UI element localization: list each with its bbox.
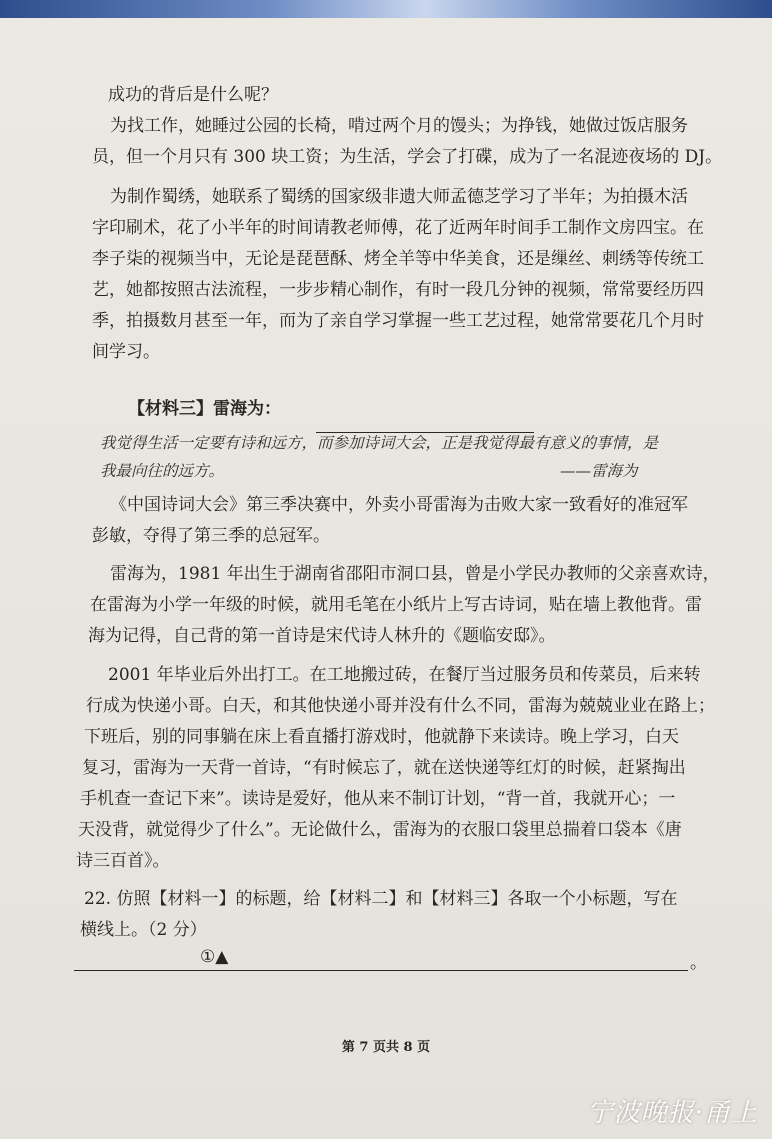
- material2-p1-line: 员，但一个月只有 300 块工资；为生活，学会了打碟，成为了一名混迹夜场的 DJ。: [92, 147, 723, 167]
- material2-p2-line: 艺，她都按照古法流程，一步步精心制作，有时一段几分钟的视频，常常要经历四: [92, 280, 704, 300]
- material3-p3-line: 诗三百首》。: [76, 851, 170, 871]
- material2-p1-line: 为找工作，她睡过公园的长椅，啃过两个月的馒头；为挣钱，她做过饭店服务: [110, 116, 688, 136]
- material3-quote-line: 我最向往的远方。: [100, 462, 225, 480]
- material3-p2-line: 在雷海为小学一年级的时候，就用毛笔在小纸片上写古诗词，贴在墙上教他背。雷: [90, 595, 702, 615]
- material3-p3-line: 下班后，别的同事躺在床上看直播打游戏时，他就静下来读诗。晚上学习，白天: [84, 727, 679, 747]
- watermark-logo: 宁波晚报·甬上: [586, 1098, 758, 1128]
- material3-quote-line: 我觉得生活一定要有诗和远方，而参加诗词大会，正是我觉得最有意义的事情，是: [100, 434, 659, 452]
- material3-p3-line: 手机查一查记下来”。读诗是爱好，他从来不制订计划，“背一首，我就开心；一: [80, 789, 676, 809]
- material3-p2-line: 海为记得，自己背的第一首诗是宋代诗人林升的《题临安邸》。: [88, 626, 556, 646]
- question-22-line: 横线上。（2 分）: [80, 920, 207, 940]
- material3-p3-line: 复习，雷海为一天背一首诗，“有时候忘了，就在送快递等红灯的时候，赶紧掏出: [82, 758, 686, 778]
- material2-p2-line: 间学习。: [92, 342, 160, 362]
- answer-marker: ①▲: [200, 947, 229, 967]
- question-22-line: 22. 仿照【材料一】的标题，给【材料二】和【材料三】各取一个小标题，写在: [84, 889, 678, 909]
- page-number: 第 7 页共 8 页: [341, 1040, 431, 1055]
- material3-p3-line: 行成为快递小哥。白天，和其他快递小哥并没有什么不同，雷海为兢兢业业在路上；: [86, 696, 715, 716]
- material3-p3-line: 2001 年毕业后外出打工。在工地搬过砖，在餐厅当过服务员和传菜员，后来转: [108, 665, 701, 685]
- material3-heading: 【材料三】雷海为：: [128, 399, 281, 419]
- material3-p2-line: 雷海为，1981 年出生于湖南省邵阳市洞口县，曾是小学民办教师的父亲喜欢诗，: [110, 564, 720, 584]
- material3-p1-line: 彭敏，夺得了第三季的总冠军。: [92, 526, 330, 546]
- top-photo-edge: [0, 0, 772, 18]
- material2-p2-line: 字印刷术，花了小半年的时间请教老师傅，花了近两年时间手工制作文房四宝。在: [92, 218, 704, 238]
- material2-p0: 成功的背后是什么呢？: [108, 85, 278, 105]
- material3-quote-author: ——雷海为: [560, 462, 638, 480]
- answer-period: 。: [690, 953, 707, 973]
- material3-p3-line: 天没背，就觉得少了什么”。无论做什么，雷海为的衣服口袋里总揣着口袋本《唐: [78, 820, 682, 840]
- material2-p2-line: 为制作蜀绣，她联系了蜀绣的国家级非遗大师孟德芝学习了半年；为拍摄木活: [110, 187, 688, 207]
- material2-p2-line: 季，拍摄数月甚至一年，而为了亲自学习掌握一些工艺过程，她常常要花几个月时: [92, 311, 704, 331]
- material3-p1-line: 《中国诗词大会》第三季决赛中，外卖小哥雷海为击败大家一致看好的准冠军: [110, 495, 688, 515]
- answer-blank-line[interactable]: [74, 970, 688, 971]
- material2-p2-line: 李子柒的视频当中，无论是琵琶酥、烤全羊等中华美食，还是缫丝、刺绣等传统工: [92, 249, 704, 269]
- exam-page: [0, 18, 772, 1139]
